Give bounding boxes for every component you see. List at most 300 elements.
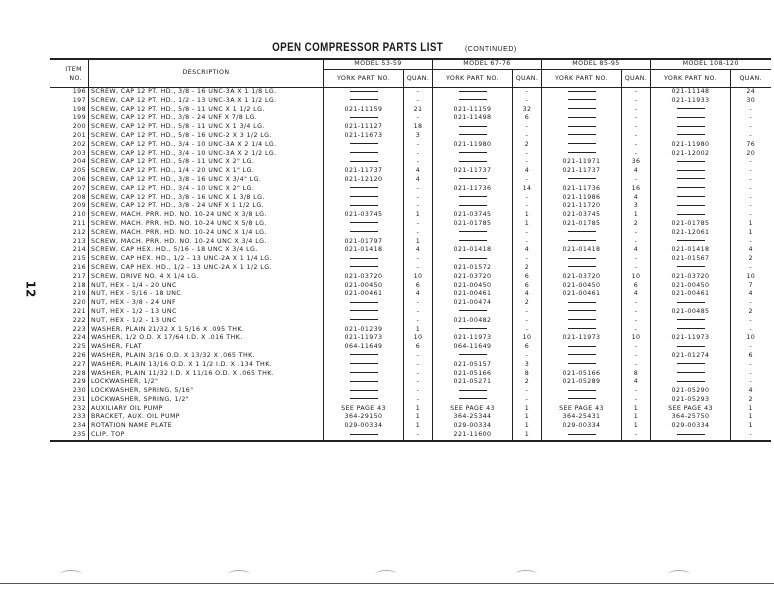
table-row xyxy=(50,88,771,97)
york-part-no: 021-12061 xyxy=(651,229,731,238)
quantity: - xyxy=(513,158,542,167)
no-part-dash xyxy=(350,99,378,100)
table-row xyxy=(50,123,771,132)
quantity: - xyxy=(622,106,651,115)
york-part-no xyxy=(651,299,731,308)
quantity: - xyxy=(513,202,542,211)
quantity: - xyxy=(622,97,651,106)
item-description: SCREW, CAP HEX. HD., 5/16 - 18 UNC X 3/4 LG. xyxy=(89,246,324,255)
quantity: 1 xyxy=(513,413,542,422)
quantity: - xyxy=(513,238,542,247)
item-description: SCREW, CAP 12 PT. HD., 3/4 - 10 UNC X 2" LG. xyxy=(89,185,324,194)
york-part-no xyxy=(324,150,404,159)
quantity: 1 xyxy=(513,211,542,220)
york-part-no xyxy=(542,97,622,106)
york-part-no: 064-11649 xyxy=(433,343,513,352)
item-number: 227 xyxy=(72,360,86,368)
quantity: 1 xyxy=(622,405,651,414)
york-part-no xyxy=(542,299,622,308)
item-number: 209 xyxy=(72,202,86,210)
binder-hole-mark xyxy=(515,570,537,579)
york-part-no xyxy=(324,361,404,370)
no-part-dash xyxy=(677,381,705,382)
quantity: - xyxy=(622,141,651,150)
table-row xyxy=(50,317,771,326)
york-part-no: 021-00450 xyxy=(651,282,731,291)
quantity: - xyxy=(731,158,771,167)
york-part-no: SEE PAGE 43 xyxy=(324,405,404,414)
table-row xyxy=(50,202,771,211)
item-number: 204 xyxy=(72,158,86,166)
quantity: - xyxy=(513,123,542,132)
york-part-no: 021-11980 xyxy=(651,141,731,150)
quantity: - xyxy=(404,220,433,229)
no-part-dash xyxy=(350,354,378,355)
york-part-no: 021-11737 xyxy=(433,167,513,176)
york-part-no: 021-01785 xyxy=(433,220,513,229)
york-part-no: 021-11933 xyxy=(651,97,731,106)
no-part-dash xyxy=(677,178,705,179)
york-part-no: SEE PAGE 43 xyxy=(651,405,731,414)
york-part-no xyxy=(651,114,731,123)
quantity: 6 xyxy=(513,273,542,282)
york-part-no: 021-00485 xyxy=(651,308,731,317)
no-part-dash xyxy=(350,143,378,144)
no-part-dash xyxy=(350,363,378,364)
no-part-dash xyxy=(568,258,596,259)
york-part-no xyxy=(651,211,731,220)
quantity: - xyxy=(404,97,433,106)
quantity: - xyxy=(731,211,771,220)
york-part-no xyxy=(433,176,513,185)
york-part-no: 364-29150 xyxy=(324,413,404,422)
quantity: 10 xyxy=(731,334,771,343)
quantity: 2 xyxy=(731,255,771,264)
no-part-dash xyxy=(568,319,596,320)
table-row xyxy=(50,290,771,299)
table-row xyxy=(50,194,771,203)
york-part-no: 021-11148 xyxy=(651,88,731,97)
quantity: - xyxy=(622,326,651,335)
york-part-no xyxy=(651,326,731,335)
york-part-no xyxy=(651,132,731,141)
table-row xyxy=(50,405,771,414)
york-part-no xyxy=(651,370,731,379)
york-part-no: 021-01418 xyxy=(542,246,622,255)
page-bottom-edge xyxy=(0,583,774,584)
quantity: - xyxy=(404,194,433,203)
quantity: 10 xyxy=(404,334,433,343)
york-part-no: 364-25750 xyxy=(651,413,731,422)
no-part-dash xyxy=(350,187,378,188)
item-number: 224 xyxy=(72,334,86,342)
york-part-no: 021-00474 xyxy=(433,299,513,308)
item-number: 233 xyxy=(72,413,86,421)
table-row xyxy=(50,370,771,379)
york-part-no xyxy=(651,158,731,167)
no-part-dash xyxy=(568,328,596,329)
title-continued: (CONTINUED) xyxy=(464,46,517,53)
quantity: 4 xyxy=(513,167,542,176)
york-part-no: 021-11971 xyxy=(542,158,622,167)
quantity: - xyxy=(404,308,433,317)
binder-hole-mark xyxy=(668,570,690,579)
quantity: - xyxy=(404,141,433,150)
york-part-no: 021-11159 xyxy=(324,106,404,115)
york-part-no xyxy=(542,123,622,132)
quantity: 1 xyxy=(622,422,651,431)
york-part-no xyxy=(651,378,731,387)
york-part-no xyxy=(433,238,513,247)
york-part-no: 021-11737 xyxy=(542,167,622,176)
york-part-no: 021-11737 xyxy=(324,167,404,176)
quantity: - xyxy=(622,150,651,159)
binder-hole-mark xyxy=(228,570,250,579)
york-part-no: 021-11973 xyxy=(324,334,404,343)
item-description: LOCKWASHER, SPRING, 1/2" xyxy=(89,396,324,405)
header-part-no: YORK PART NO. xyxy=(324,70,404,88)
york-part-no xyxy=(324,202,404,211)
header-item-no: ITEM NO. xyxy=(50,59,89,88)
quantity: 3 xyxy=(404,132,433,141)
item-number: 207 xyxy=(72,184,86,192)
no-part-dash xyxy=(568,266,596,267)
quantity: - xyxy=(731,114,771,123)
quantity: - xyxy=(731,264,771,273)
no-part-dash xyxy=(459,398,487,399)
no-part-dash xyxy=(568,354,596,355)
item-description: NUT, HEX - 1/2 - 13 UNC xyxy=(89,317,324,326)
york-part-no: SEE PAGE 43 xyxy=(542,405,622,414)
york-part-no xyxy=(433,396,513,405)
quantity: - xyxy=(513,255,542,264)
quantity: - xyxy=(513,229,542,238)
no-part-dash xyxy=(677,126,705,127)
york-part-no xyxy=(542,352,622,361)
table-row xyxy=(50,114,771,123)
binder-hole-mark xyxy=(375,570,397,579)
york-part-no xyxy=(433,150,513,159)
york-part-no: 021-11736 xyxy=(433,185,513,194)
york-part-no xyxy=(651,431,731,441)
york-part-no: 021-01797 xyxy=(324,238,404,247)
item-number: 230 xyxy=(72,387,86,395)
quantity: - xyxy=(731,106,771,115)
quantity: - xyxy=(404,158,433,167)
header-part-no: YORK PART NO. xyxy=(542,70,622,88)
quantity: - xyxy=(731,343,771,352)
quantity: - xyxy=(622,387,651,396)
york-part-no xyxy=(324,88,404,97)
quantity: - xyxy=(404,361,433,370)
york-part-no: 021-00450 xyxy=(433,282,513,291)
item-description: SCREW, CAP 12 PT. HD., 5/8 - 16 UNC-2 X 3 1/2 LG. xyxy=(89,132,324,141)
quantity: - xyxy=(404,431,433,441)
item-description: SCREW, CAP 12 PT. HD., 3/8 - 16 UNC X 3/4" LG. xyxy=(89,176,324,185)
quantity: 4 xyxy=(404,290,433,299)
item-description: SCREW, CAP 12 PT. HD., 1/4 - 20 UNC X 1" LG. xyxy=(89,167,324,176)
no-part-dash xyxy=(677,240,705,241)
table-row xyxy=(50,422,771,431)
york-part-no xyxy=(324,299,404,308)
quantity: - xyxy=(622,352,651,361)
item-number: 234 xyxy=(72,422,86,430)
york-part-no xyxy=(324,317,404,326)
quantity: - xyxy=(404,114,433,123)
table-row xyxy=(50,361,771,370)
york-part-no: 021-05157 xyxy=(433,361,513,370)
no-part-dash xyxy=(459,354,487,355)
no-part-dash xyxy=(459,328,487,329)
york-part-no xyxy=(324,308,404,317)
quantity: - xyxy=(622,114,651,123)
york-part-no xyxy=(324,431,404,441)
york-part-no: 021-00461 xyxy=(433,290,513,299)
header-quan: QUAN. xyxy=(404,70,433,88)
york-part-no: 021-01418 xyxy=(433,246,513,255)
quantity: - xyxy=(404,317,433,326)
quantity: - xyxy=(731,238,771,247)
table-row xyxy=(50,238,771,247)
no-part-dash xyxy=(459,134,487,135)
no-part-dash xyxy=(350,266,378,267)
item-number: 203 xyxy=(72,149,86,157)
item-number: 228 xyxy=(72,369,86,377)
quantity: - xyxy=(513,176,542,185)
quantity: 6 xyxy=(404,282,433,291)
york-part-no: 021-00461 xyxy=(324,290,404,299)
quantity: - xyxy=(622,88,651,97)
york-part-no xyxy=(324,396,404,405)
no-part-dash xyxy=(677,372,705,373)
title-main: OPEN COMPRESSOR PARTS LIST xyxy=(272,42,444,54)
quantity: 2 xyxy=(513,378,542,387)
quantity: - xyxy=(404,370,433,379)
york-part-no: 021-11973 xyxy=(433,334,513,343)
no-part-dash xyxy=(677,266,705,267)
york-part-no xyxy=(651,176,731,185)
header-description: DESCRIPTION xyxy=(89,59,324,88)
quantity: 4 xyxy=(731,246,771,255)
quantity: 1 xyxy=(513,422,542,431)
binder-hole-mark xyxy=(60,570,82,579)
york-part-no: 021-11980 xyxy=(433,141,513,150)
no-part-dash xyxy=(568,390,596,391)
table-row xyxy=(50,264,771,273)
york-part-no xyxy=(433,132,513,141)
quantity: 6 xyxy=(513,282,542,291)
item-number: 232 xyxy=(72,404,86,412)
no-part-dash xyxy=(459,205,487,206)
no-part-dash xyxy=(350,319,378,320)
item-number: 205 xyxy=(72,167,86,175)
quantity: 4 xyxy=(622,194,651,203)
york-part-no xyxy=(542,106,622,115)
item-number: 202 xyxy=(72,140,86,148)
quantity: 4 xyxy=(622,167,651,176)
item-number: 213 xyxy=(72,237,86,245)
item-number: 222 xyxy=(72,316,86,324)
york-part-no xyxy=(324,255,404,264)
york-part-no: 021-11673 xyxy=(324,132,404,141)
york-part-no: 021-11986 xyxy=(542,194,622,203)
york-part-no: 029-00334 xyxy=(324,422,404,431)
quantity: 4 xyxy=(622,290,651,299)
quantity: 1 xyxy=(404,211,433,220)
quantity: - xyxy=(622,317,651,326)
quantity: - xyxy=(404,378,433,387)
york-part-no xyxy=(542,176,622,185)
quantity: - xyxy=(622,255,651,264)
table-row xyxy=(50,396,771,405)
quantity: 10 xyxy=(622,334,651,343)
table-row xyxy=(50,282,771,291)
no-part-dash xyxy=(350,398,378,399)
york-part-no xyxy=(324,264,404,273)
york-part-no xyxy=(324,158,404,167)
no-part-dash xyxy=(677,117,705,118)
york-part-no: 021-00450 xyxy=(542,282,622,291)
york-part-no xyxy=(324,114,404,123)
york-part-no: 364-25431 xyxy=(542,413,622,422)
no-part-dash xyxy=(350,222,378,223)
header-quan: QUAN. xyxy=(622,70,651,88)
york-part-no: 021-01567 xyxy=(651,255,731,264)
item-number: 201 xyxy=(72,131,86,139)
quantity: 1 xyxy=(404,238,433,247)
york-part-no xyxy=(542,114,622,123)
item-number: 235 xyxy=(50,431,89,441)
quantity: 1 xyxy=(404,405,433,414)
quantity: 1 xyxy=(404,413,433,422)
no-part-dash xyxy=(459,126,487,127)
quantity: 6 xyxy=(513,114,542,123)
quantity: - xyxy=(622,431,651,441)
quantity: 2 xyxy=(513,299,542,308)
no-part-dash xyxy=(568,99,596,100)
york-part-no: 021-03720 xyxy=(324,273,404,282)
item-description: WASHER, PLAIN 11/32 I.D. X 11/16 O.D. X .065 THK. xyxy=(89,370,324,379)
york-part-no: 021-05166 xyxy=(542,370,622,379)
quantity: 4 xyxy=(622,246,651,255)
quantity: 10 xyxy=(622,273,651,282)
york-part-no xyxy=(433,229,513,238)
quantity: 1 xyxy=(513,431,542,441)
no-part-dash xyxy=(568,126,596,127)
item-description: NUT, HEX - 5/16 - 18 UNC xyxy=(89,290,324,299)
quantity: - xyxy=(513,387,542,396)
no-part-dash xyxy=(350,302,378,303)
no-part-dash xyxy=(677,170,705,171)
item-description: WASHER, PLAIN 3/16 O.D. X 13/32 X .065 THK. xyxy=(89,352,324,361)
quantity: - xyxy=(513,317,542,326)
quantity: - xyxy=(731,167,771,176)
no-part-dash xyxy=(459,196,487,197)
quantity: - xyxy=(731,317,771,326)
quantity: 36 xyxy=(622,158,651,167)
item-description: SCREW, CAP 12 PT. HD., 3/8 - 24 UNF X 7/8 LG. xyxy=(89,114,324,123)
item-number: 219 xyxy=(72,290,86,298)
no-part-dash xyxy=(459,240,487,241)
no-part-dash xyxy=(677,363,705,364)
quantity: 1 xyxy=(622,413,651,422)
item-number: 208 xyxy=(72,193,86,201)
york-part-no xyxy=(542,150,622,159)
quantity: 1 xyxy=(731,405,771,414)
quantity: - xyxy=(513,352,542,361)
quantity: - xyxy=(731,132,771,141)
item-description: BRACKET, AUX. OIL PUMP xyxy=(89,413,324,422)
quantity: 1 xyxy=(404,422,433,431)
item-number: 231 xyxy=(72,395,86,403)
no-part-dash xyxy=(459,390,487,391)
york-part-no: 021-00450 xyxy=(324,282,404,291)
item-description: SCREW, DRIVE NO. 4 X 1/4 LG. xyxy=(89,273,324,282)
item-number: 221 xyxy=(72,307,86,315)
york-part-no xyxy=(324,387,404,396)
no-part-dash xyxy=(459,99,487,100)
item-description: NUT, HEX - 1/4 - 20 UNC xyxy=(89,282,324,291)
no-part-dash xyxy=(568,310,596,311)
no-part-dash xyxy=(677,196,705,197)
quantity: 6 xyxy=(513,343,542,352)
york-part-no xyxy=(433,88,513,97)
no-part-dash xyxy=(568,134,596,135)
quantity: 8 xyxy=(622,370,651,379)
no-part-dash xyxy=(677,434,705,435)
york-part-no xyxy=(324,141,404,150)
york-part-no xyxy=(651,185,731,194)
item-description: SCREW, CAP 12 PT. HD., 3/8 - 24 UNF X 1 1/2 LG. xyxy=(89,202,324,211)
york-part-no xyxy=(324,220,404,229)
york-part-no: 021-12120 xyxy=(324,176,404,185)
york-part-no: 021-03745 xyxy=(542,211,622,220)
no-part-dash xyxy=(350,434,378,435)
york-part-no xyxy=(324,97,404,106)
item-number: 200 xyxy=(72,123,86,131)
item-description: NUT, HEX - 3/8 - 24 UNF xyxy=(89,299,324,308)
item-description: SCREW, CAP HEX. HD., 1/2 - 13 UNC-2A X 1 1/4 LG. xyxy=(89,255,324,264)
table-row xyxy=(50,378,771,387)
quantity: 4 xyxy=(404,246,433,255)
table-row xyxy=(50,299,771,308)
item-number: 223 xyxy=(72,325,86,333)
item-description: SCREW, CAP 12 PT. HD., 3/8 - 16 UNC-3A X 1 1/8 LG. xyxy=(89,88,324,97)
quantity: 14 xyxy=(513,185,542,194)
quantity: 10 xyxy=(731,273,771,282)
quantity: - xyxy=(622,308,651,317)
table-row xyxy=(50,246,771,255)
no-part-dash xyxy=(568,143,596,144)
quantity: 4 xyxy=(731,290,771,299)
york-part-no xyxy=(433,387,513,396)
item-number: 211 xyxy=(72,219,86,227)
item-number: 215 xyxy=(72,255,86,263)
no-part-dash xyxy=(568,240,596,241)
york-part-no: 021-11720 xyxy=(542,202,622,211)
page-number: 12 xyxy=(23,280,38,298)
york-part-no xyxy=(542,396,622,405)
quantity: - xyxy=(731,123,771,132)
york-part-no xyxy=(433,194,513,203)
no-part-dash xyxy=(459,152,487,153)
quantity: - xyxy=(404,255,433,264)
item-number: 216 xyxy=(72,263,86,271)
york-part-no xyxy=(542,141,622,150)
item-description: SCREW, CAP HEX. HD., 1/2 - 13 UNC-2A X 1 1/2 LG. xyxy=(89,264,324,273)
york-part-no: 364-25344 xyxy=(433,413,513,422)
york-part-no xyxy=(542,238,622,247)
